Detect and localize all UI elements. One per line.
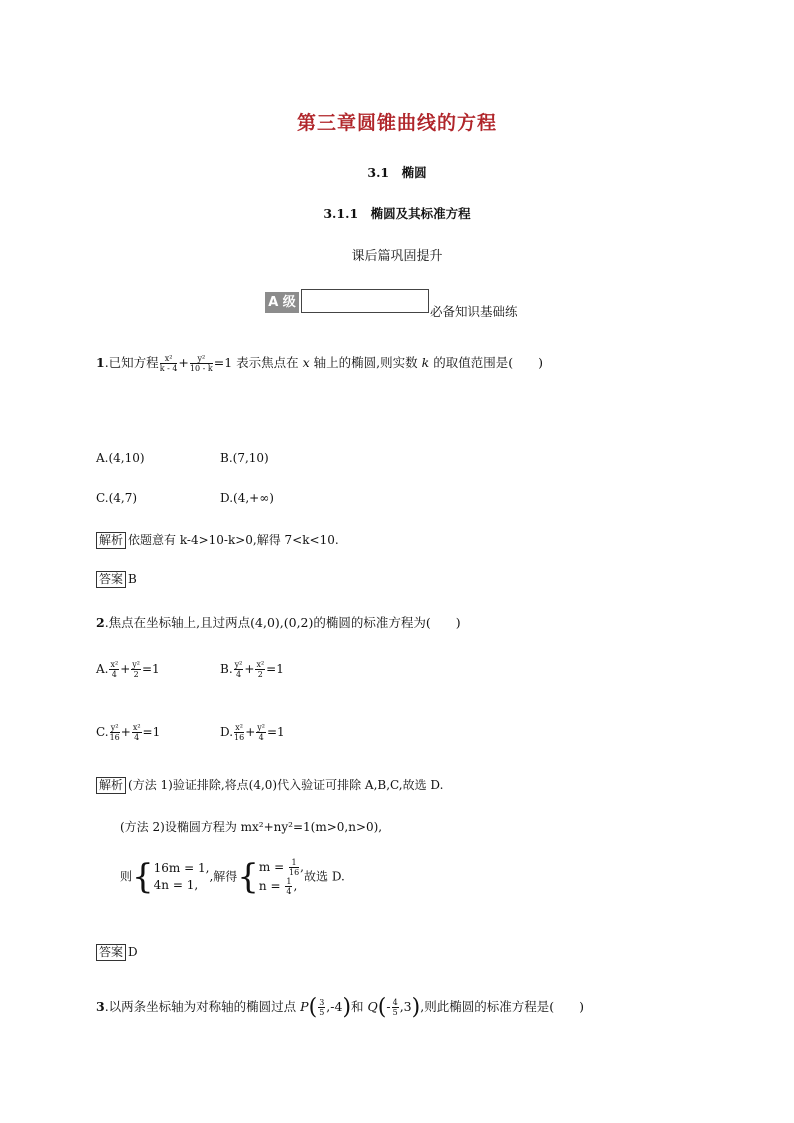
question-3: 3.以两条坐标轴为对称轴的椭圆过点 P( $\frac{3}{5}$ ,-4)和 Q(- $\frac{4}{5}$ ,3),则此椭圆的标准方程是( ) — [96, 995, 584, 1020]
option-b[interactable]: B.(7,10) — [220, 451, 269, 465]
option-c[interactable]: C.(4,7) — [96, 491, 138, 505]
analysis-2: 解析 (方法 1)验证排除,将点(4,0)代入验证可排除 A,B,C,故选 D. — [96, 776, 443, 794]
question-number: 3 — [96, 999, 105, 1014]
analysis-tag: 解析 — [96, 532, 126, 549]
subsection-heading: 3.1.1 椭圆及其标准方程 — [323, 206, 471, 221]
option-a[interactable]: A. $\frac{\text{x²}}{4}$ + $\frac{\text{y²}}{2}$ =1 — [96, 660, 160, 679]
chapter-title: 第三章圆锥曲线的方程 — [296, 112, 497, 134]
analysis-1: 解析 依题意有 k-4>10-k>0,解得 7<k<10. — [96, 531, 339, 549]
option-d[interactable]: D.(4,+∞) — [220, 491, 274, 505]
answer-2: 答案 D — [96, 944, 138, 961]
answer-tag: 答案 — [96, 571, 126, 588]
question-number: 1 — [96, 355, 105, 370]
option-a[interactable]: A.(4,10) — [96, 451, 145, 465]
question-1: 1.已知方程 $\frac{\text{x²}}{k - 4}$ + $\frac{\text{y²}}{10 - k}$ =1 表示焦点在 x 轴上的椭圆,则实数 k 的取值范围是( ) — [96, 354, 543, 373]
analysis-tag: 解析 — [96, 777, 126, 794]
level-text: 必备知识基础练 — [430, 304, 518, 319]
level-badge: A 级 — [265, 292, 299, 313]
option-c[interactable]: C. $\frac{\text{y²}}{16}$ + $\frac{\text{x²}}{4}$ =1 — [96, 723, 161, 742]
system-solution: 则{ 16m = 1, 4n = 1, ,解得{ m = $\frac{1}{16}$ , n = $\frac{1}{4}$ , 故选 D. — [120, 857, 345, 897]
answer-tag: 答案 — [96, 944, 126, 961]
answer-1: 答案 B — [96, 571, 137, 588]
question-number: 2 — [96, 615, 105, 630]
page-subtitle: 课后篇巩固提升 — [351, 249, 443, 264]
question-2: 2.焦点在坐标轴上,且过两点(4,0),(0,2)的椭圆的标准方程为( ) — [96, 615, 461, 630]
level-box — [301, 289, 429, 313]
fraction: $\frac{\text{x²}}{k - 4}$ — [159, 354, 178, 373]
option-b[interactable]: B. $\frac{\text{y²}}{4}$ + $\frac{\text{x²}}{2}$ =1 — [220, 660, 284, 679]
section-heading: 3.1 椭圆 — [367, 165, 427, 180]
method-2-line: (方法 2)设椭圆方程为 mx²+ny²=1(m>0,n>0), — [120, 820, 383, 834]
option-d[interactable]: D. $\frac{\text{x²}}{16}$ + $\frac{\text{y²}}{4}$ =1 — [220, 723, 285, 742]
fraction: $\frac{\text{y²}}{10 - k}$ — [189, 354, 213, 373]
